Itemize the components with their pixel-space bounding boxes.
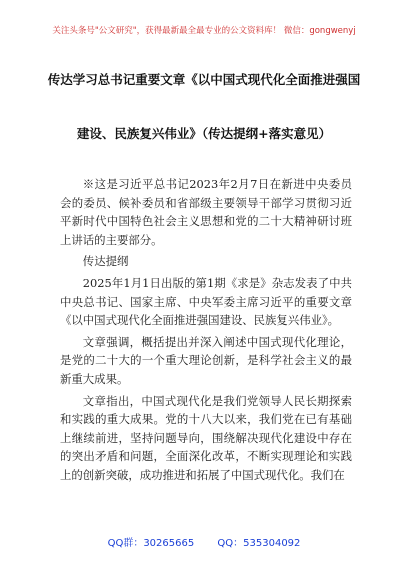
footer-qq-group: QQ群：30265665 — [107, 538, 195, 549]
body-paragraph: 文章指出，中国式现代化是我们党领导人民长期探索和实践的重大成果。党的十八大以来，我们党在已有基础上继续前进，坚持问题导向，围绕解决现代化建设中存在的突出矛盾和问题，全面深化改革，不断实现理论和实践上的创新突破，成功推进和拓展了中国式现代化。我们在 — [60, 393, 352, 482]
body-paragraph: 2025年1月1日出版的第1期《求是》杂志发表了中共中央总书记、国家主席、中央军委主席习近平的重要文章《以中国式现代化全面推进强国建设、民族复兴伟业》。 — [60, 275, 352, 328]
document-title-line-1: 传达学习总书记重要文章《以中国式现代化全面推进强国 — [47, 72, 361, 87]
body-paragraph: 文章强调，概括提出并深入阐述中国式现代化理论，是党的二十大的一个重大理论创新，是科学社会主义的最新重大成果。 — [60, 334, 352, 386]
footer-qq: QQ：535304092 — [217, 538, 301, 549]
intro-note-paragraph: ※这是习近平总书记2023年2月7日在新进中央委员会的委员、候补委员和省部级主要领导干部学习贯彻习近平新时代中国特色社会主义思想和党的二十大精神研讨班上讲话的主要部分。 — [60, 177, 352, 247]
header-banner: 关注头条号"公文研究"，获得最新最全最专业的公文资料库！ 微信：gongwenyj — [52, 26, 356, 36]
document-title-line-2: 建设、民族复兴伟业》（传达提纲+落实意见） — [76, 126, 332, 141]
footer-contact — [0, 534, 408, 549]
document-body — [60, 175, 352, 488]
section-heading: 传达提纲 — [82, 254, 129, 269]
